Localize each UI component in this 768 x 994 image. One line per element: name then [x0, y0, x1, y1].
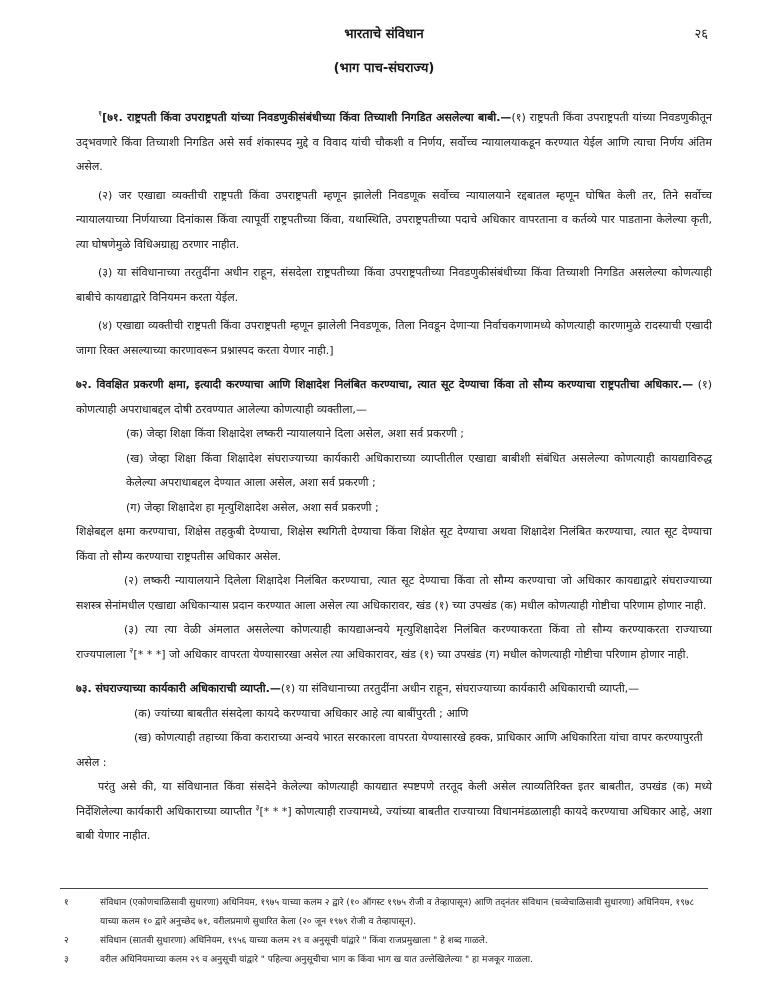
footnote-ref-3: ३ [255, 802, 260, 812]
footnote-ref-2: २ [129, 645, 134, 655]
article-72-clause-3-text-b: [* * *] जो अधिकार वापरता येण्यासारखा असेल त्या अधिकारावर, खंड (१) च्या उपखंड (ग) मधील कोणत्याही गोष्टीचा परिणाम होणार नाही. [133, 647, 690, 661]
article-73-item-b: (ख) कोणत्याही तहाच्या किंवा कराराच्या अन्वये भारत सरकारला वापरता येण्यासारखे हक्क, प्राधिकार आणि अधिकारिता यांचा वापर करण्यापुरती [134, 731, 703, 744]
article-71-clause-2: (२) जर एखाद्या व्यक्तीची राष्ट्रपती किंवा उपराष्ट्रपती म्हणून झालेली निवडणूक सर्वोच्च न्यायालयाने रद्दबातल म्हणून घोषित केली तर, तिने सर्वोच्च न्यायालयाच्या निर्णयाच्या दिनांकास किंवा त्यापूर्वी राष्ट्रपतीच्या किंवा, यथास्थिति, उपराष्ट्रपतीच्या पदाचे अधिकार वापरताना व कर्तव्ये पार पाडताना केलेल्या कृती, त्या घोषणेमुळे विधिअग्राह्य ठरणार नाहीत. [76, 188, 712, 251]
page-number: २६ [694, 27, 708, 42]
article-71-clause-3: (३) या संविधानाच्या तरतुदींना अधीन राहून, संसदेला राष्ट्रपतीच्या किंवा उपराष्ट्रपतीच्या निवडणुकीसंबंधीच्या किंवा तिच्याशी निगडित असलेल्या कोणत्याही बाबीचे कायद्याद्वारे विनियमन करता येईल. [76, 266, 712, 304]
footnote-ref-1: १ [98, 109, 103, 118]
article-73-proviso [76, 775, 712, 849]
article-72-clause-1-tail: शिक्षेबद्दल क्षमा करण्याचा, शिक्षेस तहकुबी देण्याचा, शिक्षेस स्थगिती देण्याचा किंवा शिक्षेत सूट देण्याचा अथवा शिक्षादेश निलंबित करण्याचा, त्यात सूट देण्याचा किंवा तो सौम्य करण्याचा राष्ट्रपतीस अधिकार असेल. [76, 525, 712, 563]
footnote-2 [60, 932, 708, 951]
article-72-clause-3-text-a: (३) त्या त्या वेळी अंमलात असलेल्या कोणत्याही कायद्याअन्वये मृत्युशिक्षादेश निलंबित करण्याकरता किंवा तो सौम्य करण्याकरता राज्याच्या राज्यपालाला [76, 623, 712, 661]
article-73-proviso-text-b: [* * *] कोणत्याही राज्यामध्ये, ज्यांच्या बाबतीत राज्याच्या विधानमंडळालाही कायदे करण्याचा अधिकार आहे, अशा बाबी येणार नाहीत. [76, 804, 713, 842]
running-header-title: भारताचे संविधान [344, 27, 424, 42]
article-71-clause-1 [76, 106, 712, 180]
footnote-mark: १ [64, 898, 69, 908]
footnote-text: संविधान (एकोणचाळिसावी सुधारणा) अधिनियम, १९७५ याच्या कलम २ द्वारे (१० ऑगस्ट १९७५ रोजी व तेव्हापासून) आणि तद्‌नंतर संविधान (चव्वेचाळिसावी सुधारणा) अधिनियम, १९७८ याच्या कलम १० द्वारे अनुच्छेद ७१, वरीलप्रमाणे सुधारित केला (२० जून १९७९ रोजी व तेव्हापासून). [100, 898, 695, 927]
article-73-item-a: (क) ज्यांच्या बाबतीत संसदेला कायदे करण्याचा अधिकार आहे त्या बाबींपुरती ; आणि [134, 706, 469, 720]
article-71-clause-1-text: (१) राष्ट्रपती किंवा उपराष्ट्रपती यांच्या निवडणुकीतून उद्‌भवणारे किंवा तिच्याशी निगडित असे सर्व शंकास्पद मुद्दे व विवाद यांची चौकशी व निर्णय, सर्वोच्च न्यायालयाकडून करण्यात येईल आणि त्याचा निर्णय अंतिम असेल. [76, 111, 712, 173]
article-72-clause-2: (२) लष्करी न्यायालयाने दिलेला शिक्षादेश निलंबित करण्याचा, त्यात सूट देण्याचा किंवा तो सौम्य करण्याचा जो अधिकार कायद्याद्वारे संघराज्याच्या सशस्त्र सेनांमधील एखाद्या अधिकाऱ्यास प्रदान करण्यात आला असेल त्या अधिकारावर, खंड (१) च्या उपखंड (क) मधील कोणत्याही गोष्टीचा परिणाम होणार नाही. [76, 574, 712, 612]
footnote-3 [60, 951, 708, 970]
footnote-text: वरील अधिनियमाच्या कलम २९ व अनुसूची यांद्वारे " पहिल्या अनुसूचीचा भाग क किंवा भाग ख यात उल्लेखिलेल्या " हा मजकूर गाळला. [100, 955, 533, 965]
footnote-text: संविधान (सातवी सुधारणा) अधिनियम, १९५६ याच्या कलम २९ व अनुसूची यांद्वारे " किंवा राजप्रमुखाला " हे शब्द गाळले. [100, 936, 488, 946]
article-72-clause-3 [76, 618, 712, 667]
article-72-heading: ७२. विवक्षित प्रकरणी क्षमा, इत्यादी करण्याचा आणि शिक्षादेश निलंबित करण्याचा, त्यात सूट देण्याचा किंवा तो सौम्य करण्याचा राष्ट्रपतीचा अधिकार.— [76, 378, 694, 391]
article-73-proviso-text-a: परंतु असे की, या संविधानात किंवा संसदेने केलेल्या कोणत्याही कायद्यात स्पष्टपणे तरतूद केली असेल त्याव्यतिरिक्त इतर बाबतीत, उपखंड (क) मध्ये निर्देशिलेल्या कार्यकारी अधिकाराच्या व्याप्तीत [76, 780, 712, 818]
article-73-clause-1-lead-text: (१) या संविधानाच्या तरतुदींना अधीन राहून, संघराज्याच्या कार्यकारी अधिकाराची व्याप्ती,— [280, 682, 640, 695]
article-73-tail: असेल : [76, 755, 107, 769]
article-72-item-c: (ग) जेव्हा शिक्षादेश हा मृत्युशिक्षादेश असेल, अशा सर्व प्रकरणी ; [126, 500, 379, 514]
footnote-1 [60, 894, 708, 932]
footnote-mark: २ [64, 936, 69, 946]
footnotes [60, 894, 708, 970]
article-72-item-a: (क) जेव्हा शिक्षा किंवा शिक्षादेश लष्करी न्यायालयाने दिला असेल, अशा सर्व प्रकरणी ; [126, 427, 464, 440]
article-71-heading: [७१. राष्ट्रपती किंवा उपराष्ट्रपती यांच्या निवडणुकीसंबंधीच्या किंवा तिच्याशी निगडित असलेल्या बाबी.— [102, 111, 512, 124]
document-body [76, 106, 712, 849]
article-72-item-b: (ख) जेव्हा शिक्षा किंवा शिक्षादेश संघराज्याच्या कार्यकारी अधिकाराच्या व्याप्तीतील एखाद्या बाबीशी संबंधित असलेल्या कोणत्याही कायद्याविरुद्ध केलेल्या अपराधाबद्दल देण्यात आला असेल, अशा सर्व प्रकरणी ; [126, 451, 712, 489]
article-72-clause-1-lead-text: (१) कोणत्याही अपराधाबद्दल दोषी ठरवण्यात आलेल्या कोणत्याही व्यक्तीला,— [76, 378, 713, 416]
part-heading: (भाग पाच-संघराज्य) [333, 61, 435, 76]
article-73-clause-1-lead [76, 677, 712, 702]
article-71-clause-4: (४) एखाद्या व्यक्तीची राष्ट्रपती किंवा उपराष्ट्रपती म्हणून झालेली निवडणूक, तिला निवडून देणाऱ्या निर्वाचकगणामध्ये कोणत्याही कारणामुळे रादस्याची एखादी जागा रिक्त असल्याच्या कारणावरून प्रश्नास्पद करता येणार नाही.] [76, 319, 712, 357]
article-72-clause-1-lead [76, 373, 712, 422]
footnote-divider [60, 888, 708, 889]
footnote-mark: ३ [64, 955, 69, 965]
article-73-heading: ७३. संघराज्याच्या कार्यकारी अधिकाराची व्याप्ती.— [76, 682, 281, 695]
